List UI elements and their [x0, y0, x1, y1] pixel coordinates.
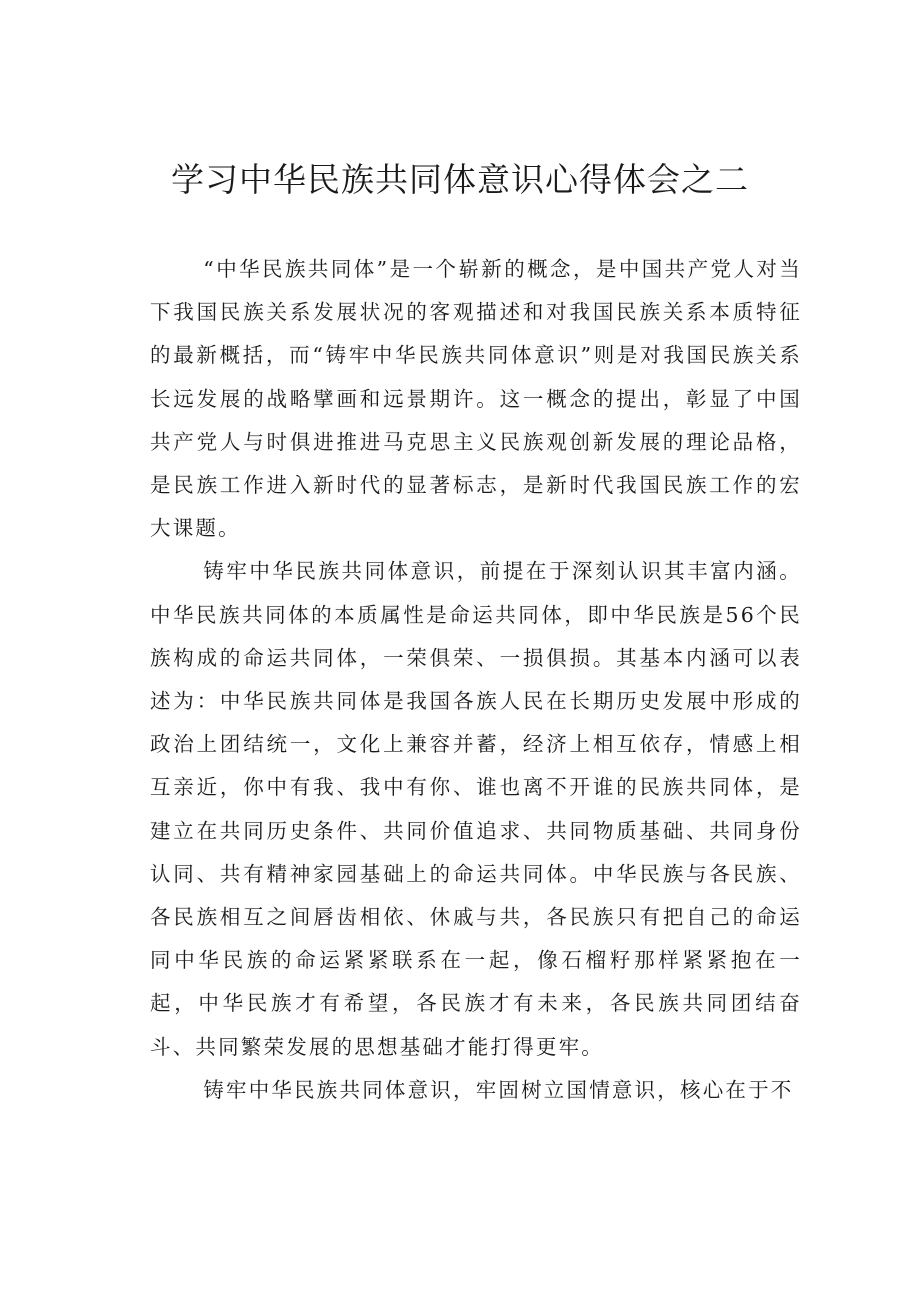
paragraph-2: 铸牢中华民族共同体意识，前提在于深刻认识其丰富内涵。中华民族共同体的本质属性是命运共同体，即中华民族是56个民族构成的命运共同体，一荣俱荣、一损俱损。其基本内涵可以表述为：中华民族共同体是我国各族人民在长期历史发展中形成的政治上团结统一，文化上兼容并蓄，经济上相互依存，情感上相互亲近，你中有我、我中有你、谁也离不开谁的民族共同体，是建立在共同历史条件、共同价值追求、共同物质基础、共同身份认同、共有精神家园基础上的命运共同体。中华民族与各民族、各民族相互之间唇齿相依、休戚与共，各民族只有把自己的命运同中华民族的命运紧紧联系在一起，像石榴籽那样紧紧抱在一起，中华民族才有希望，各民族才有未来，各民族共同团结奋斗、共同繁荣发展的思想基础才能打得更牢。: [150, 559, 802, 1059]
document-title: 学习中华民族共同体意识心得体会之二: [171, 160, 749, 199]
paragraph-1: “中华民族共同体”是一个崭新的概念，是中国共产党人对当下我国民族关系发展状况的客观描述和对我国民族关系本质特征的最新概括，而“铸牢中华民族共同体意识”则是对我国民族关系长远发展的战略擘画和远景期许。这一概念的提出，彰显了中国共产党人与时俱进推进马克思主义民族观创新发展的理论品格，是民族工作进入新时代的显著标志，是新时代我国民族工作的宏大课题。: [150, 257, 802, 541]
document-body: [150, 248, 802, 1112]
paragraph-3: 铸牢中华民族共同体意识，牢固树立国情意识，核心在于不: [203, 1077, 794, 1102]
